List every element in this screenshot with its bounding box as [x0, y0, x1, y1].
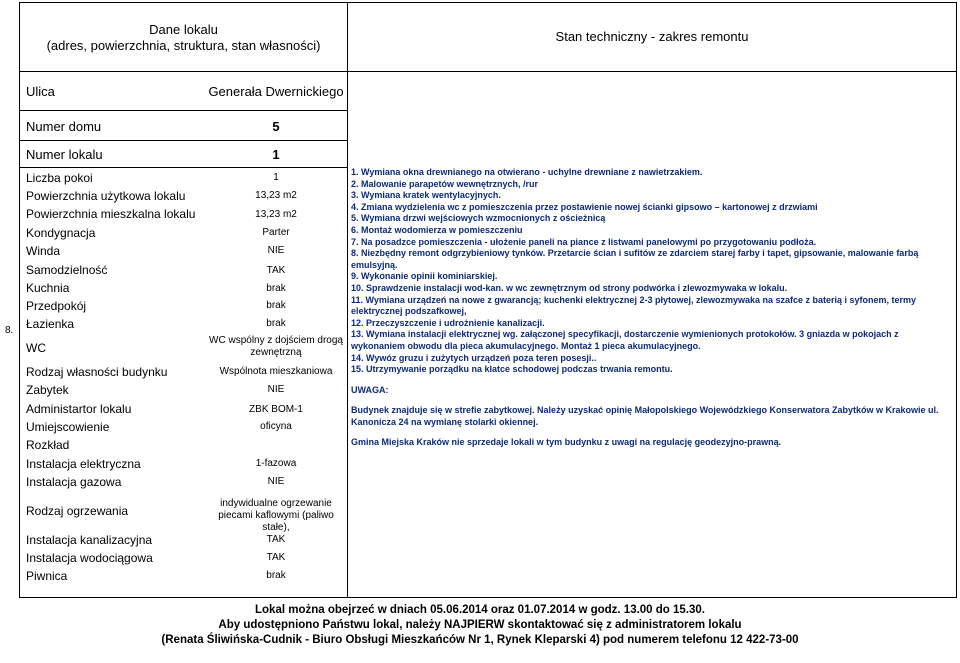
works-item: 5. Wymiana drzwi wejściowych wzmocnionych z ościeżnicą	[351, 213, 606, 224]
detail-value-ownership: Wspólnota mieszkaniowa	[219, 366, 333, 377]
street-label: Ulica	[26, 84, 55, 99]
divider-unit	[19, 167, 348, 168]
header-left-subtitle: (adres, powierzchnia, struktura, stan własności)	[46, 38, 321, 53]
header-right: Stan techniczny - zakres remontu	[555, 29, 749, 44]
footer-contact-instructions: Aby udostępniono Państwu lokal, należy NAJPIERW skontaktować się z administratorem lokalu	[218, 619, 742, 631]
detail-label-sewage: Instalacja kanalizacyjna	[26, 533, 153, 547]
detail-value-administrator: ZBK BOM-1	[249, 404, 303, 415]
detail-value-water: TAK	[266, 552, 286, 563]
detail-value-bathroom: brak	[266, 318, 286, 329]
divider-street	[19, 110, 348, 111]
detail-value-living-area: 13,23 m2	[255, 209, 297, 220]
works-item: 1. Wymiana okna drewnianego na otwierano - uchylne drewniane z nawietrzakiem.	[351, 167, 703, 177]
detail-value-independence: TAK	[266, 265, 286, 276]
border-right	[956, 2, 957, 598]
works-item: 8. Niezbędny remont odgrzybieniowy tynków. Przetarcie ścian i sufitów ze zdarciem starej farby i tapet, gipsowanie, malowanie farbą emulsyjną.	[351, 248, 919, 270]
detail-label-location: Umiejscowienie	[26, 420, 110, 434]
detail-label-independence: Samodzielność	[26, 263, 108, 277]
detail-label-hallway: Przedpokój	[26, 299, 87, 313]
works-list	[351, 167, 955, 449]
detail-label-bathroom: Łazienka	[26, 317, 75, 331]
divider-house	[19, 140, 348, 141]
footer	[0, 603, 960, 648]
detail-label-living-area: Powierzchnia mieszkalna lokalu	[26, 207, 196, 221]
works-item: 4. Zmiana wydzielenia wc z pomieszczenia przez postawienie nowej ścianki gipsowo – kartonowej z drzwiami	[351, 201, 818, 212]
divider-col-left-right	[347, 2, 348, 598]
border-top	[19, 2, 957, 3]
detail-value-rooms: 1	[273, 172, 279, 183]
detail-label-floor: Kondygnacja	[26, 226, 96, 240]
detail-label-kitchen: Kuchnia	[26, 281, 70, 295]
detail-label-usable-area: Powierzchnia użytkowa lokalu	[26, 189, 186, 203]
unit-value: 1	[272, 147, 280, 162]
works-item: 6. Montaż wodomierza w pomieszczeniu	[351, 224, 523, 235]
detail-value-floor: Parter	[262, 227, 290, 238]
works-item: 14. Wywóz gruzu i zużytych urządzeń poza teren posesji..	[351, 352, 597, 363]
works-item: 7. Na posadzce pomieszczenia - ułożenie paneli na piance z listwami panelowymi po przygotowaniu podłoża.	[351, 236, 817, 247]
divider-header	[19, 71, 957, 72]
detail-label-electrical: Instalacja elektryczna	[26, 457, 141, 471]
house-value: 5	[272, 119, 280, 134]
detail-label-administrator: Administartor lokalu	[26, 402, 132, 416]
detail-value-sewage: TAK	[266, 534, 286, 545]
detail-label-heating: Rodzaj ogrzewania	[26, 504, 129, 518]
works-item: 15. Utrzymywanie porządku na klatce schodowej podczas trwania remontu.	[351, 364, 673, 375]
works-item: 2. Malowanie parapetów wewnętrznych, /rur	[351, 178, 539, 189]
row-number: 8.	[5, 325, 14, 336]
detail-label-heritage: Zabytek	[26, 383, 69, 397]
works-item: 12. Przeczyszczenie i udrożnienie kanalizacji.	[351, 317, 545, 328]
works-item: 13. Wymiana instalacji elektrycznej wg. załączonej specyfikacji, dostarczenie wymienionych protokołów. 3 gniazda w pokojach z wykonaniem obwodu dla pieca akumulacyjnego. Montaż 1 pieca akumulacyjnego.	[351, 329, 899, 351]
gmina-note: Gmina Miejska Kraków nie sprzedaje lokali w tym budynku z uwagi na regulację geodezyjno-prawną.	[351, 437, 782, 448]
detail-label-gas: Instalacja gazowa	[26, 475, 122, 489]
detail-value-electrical: 1-fazowa	[255, 458, 297, 469]
works-item: 11. Wymiana urządzeń na nowe z gwarancją; kuchenki elektrycznej 2-3 płytowej, zlewozmywaka na szafce z baterią i syfonem, termy elektrycznej podszafkowej,	[351, 294, 917, 317]
detail-label-basement: Piwnica	[26, 569, 68, 583]
detail-value-wc: WC wspólny z dojściem drogą zewnętrzną	[209, 335, 343, 358]
detail-value-usable-area: 13,23 m2	[255, 190, 297, 201]
header-left-title: Dane lokalu	[149, 22, 218, 37]
detail-label-water: Instalacja wodociągowa	[26, 551, 153, 565]
unit-label: Numer lokalu	[26, 147, 103, 162]
street-value: Generała Dwernickiego	[208, 84, 344, 99]
border-left	[19, 2, 20, 598]
detail-value-elevator: NIE	[267, 245, 285, 256]
heritage-note: Budynek znajduje się w strefie zabytkowej. Należy uzyskać opinię Małopolskiego Wojewódzkiego Konserwatora Zabytków w Krakowie ul. Kanonicza 24 na wymianę stolarki okiennej.	[351, 405, 939, 427]
works-item: 9. Wykonanie opinii kominiarskiej.	[351, 271, 498, 282]
detail-value-hallway: brak	[266, 300, 286, 311]
uwaga-heading: UWAGA:	[351, 384, 389, 395]
detail-value-gas: NIE	[267, 476, 285, 487]
detail-label-layout: Rozkład	[26, 438, 70, 452]
works-item: 3. Wymiana kratek wentylacyjnych.	[351, 190, 501, 201]
detail-value-kitchen: brak	[266, 283, 286, 294]
works-item: 10. Sprawdzenie instalacji wod-kan. w wc zewnętrznym od strony podwórka i zlewozmywaka w lokalu.	[351, 282, 788, 293]
detail-label-ownership: Rodzaj własności budynku	[26, 365, 168, 379]
header-left	[20, 22, 347, 54]
detail-value-heating: indywidualne ogrzewanie piecami kaflowymi (paliwo stałe),	[218, 498, 334, 533]
footer-viewing-dates: Lokal można obejrzeć w dniach 05.06.2014 oraz 01.07.2014 w godz. 13.00 do 15.30.	[255, 604, 705, 616]
divider-footer	[19, 597, 957, 598]
detail-label-elevator: Winda	[26, 244, 61, 258]
detail-label-wc: WC	[26, 341, 46, 355]
detail-value-location: oficyna	[260, 421, 292, 432]
detail-label-rooms: Liczba pokoi	[26, 171, 93, 185]
footer-contact-details: (Renata Śliwińska-Cudnik - Biuro Obsługi Mieszkańców Nr 1, Rynek Kleparski 4) pod numerem telefonu 12 422-73-00	[161, 634, 799, 646]
detail-value-heritage: NIE	[267, 384, 285, 395]
detail-value-basement: brak	[266, 570, 286, 581]
house-label: Numer domu	[26, 119, 102, 134]
